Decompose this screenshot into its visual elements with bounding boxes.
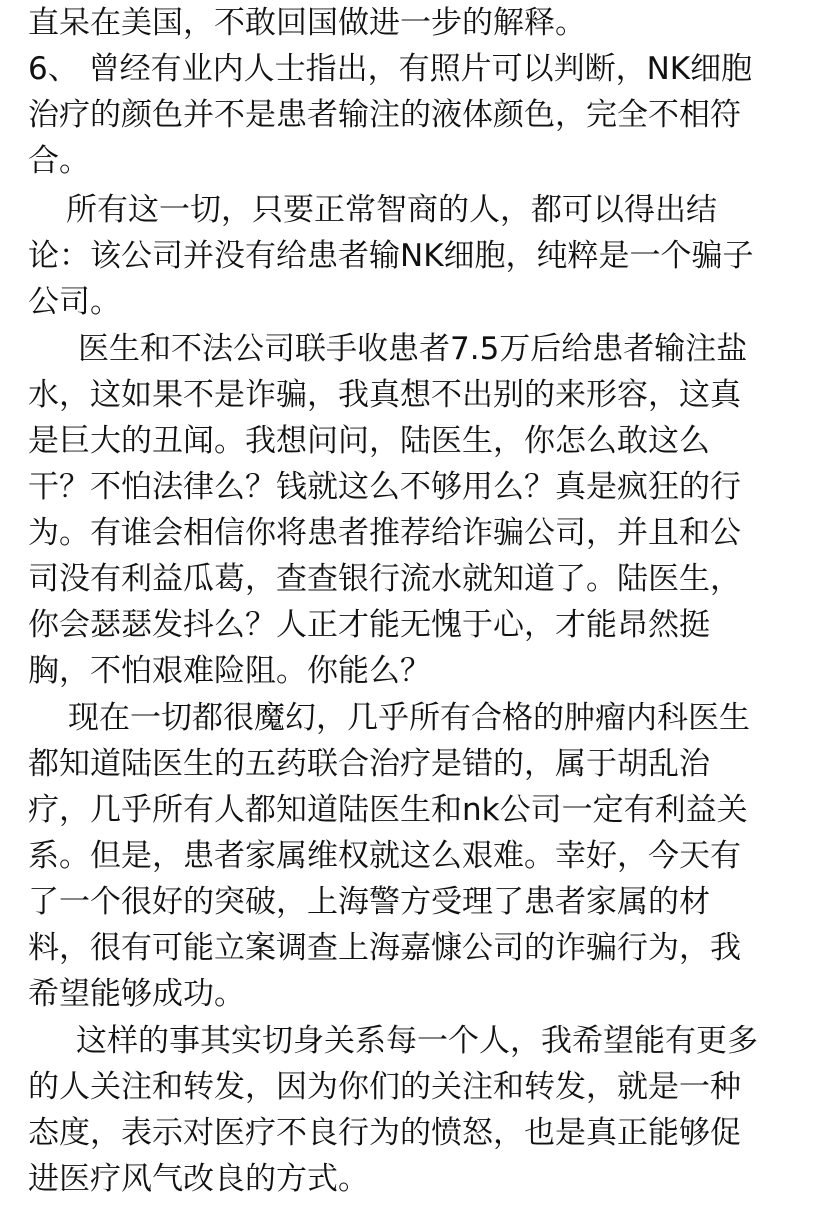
text-line: 水，这如果不是诈骗，我真想不出别的来形容，这真 [28,377,741,413]
text-line: 医生和不法公司联手收患者7.5万后给患者输注盐 [78,331,748,367]
text-line: 治疗的颜色并不是患者输注的液体颜色，完全不相符 [28,97,741,133]
text-line: 都知道陆医生的五药联合治疗是错的，属于胡乱治 [28,746,710,782]
text-line: 所有这一切，只要正常智商的人，都可以得出结 [66,192,717,228]
text-line: 为。有谁会相信你将患者推荐给诈骗公司，并且和公 [28,515,741,551]
text-line: 态度，表示对医疗不良行为的愤怒，也是真正能够促 [28,1115,741,1151]
text-line: 6、 曾经有业内人士指出，有照片可以判断，NK细胞 [28,51,753,87]
text-line: 了一个很好的突破，上海警方受理了患者家属的材 [28,884,710,920]
text-line: 是巨大的丑闻。我想问问，陆医生，你怎么敢这么 [28,423,710,459]
text-line: 的人关注和转发，因为你们的关注和转发，就是一种 [28,1069,741,1105]
text-line: 料，很有可能立案调查上海嘉慷公司的诈骗行为，我 [28,930,741,966]
text-line: 干？不怕法律么？钱就这么不够用么？真是疯狂的行 [28,469,741,505]
text-line: 系。但是，患者家属维权就这么艰难。幸好，今天有 [28,838,741,874]
text-line: 希望能够成功。 [28,976,245,1012]
text-line: 论：该公司并没有给患者输NK细胞，纯粹是一个骗子 [28,238,754,274]
text-line: 直呆在美国，不敢回国做进一步的解释。 [28,5,586,41]
text-line: 这样的事其实切身关系每一个人，我希望能有更多 [76,1023,758,1059]
text-line: 进医疗风气改良的方式。 [28,1161,369,1197]
text-line: 现在一切都很魔幻，几乎所有合格的肿瘤内科医生 [68,700,750,736]
text-line: 公司。 [28,284,121,320]
text-line: 胸，不怕艰难险阻。你能么？ [28,653,431,689]
text-line: 合。 [28,143,90,179]
text-line: 疗，几乎所有人都知道陆医生和nk公司一定有利益关 [28,792,748,828]
text-line: 司没有利益瓜葛，查查银行流水就知道了。陆医生， [28,561,741,597]
text-line: 你会瑟瑟发抖么？人正才能无愧于心，才能昂然挺 [28,607,710,643]
